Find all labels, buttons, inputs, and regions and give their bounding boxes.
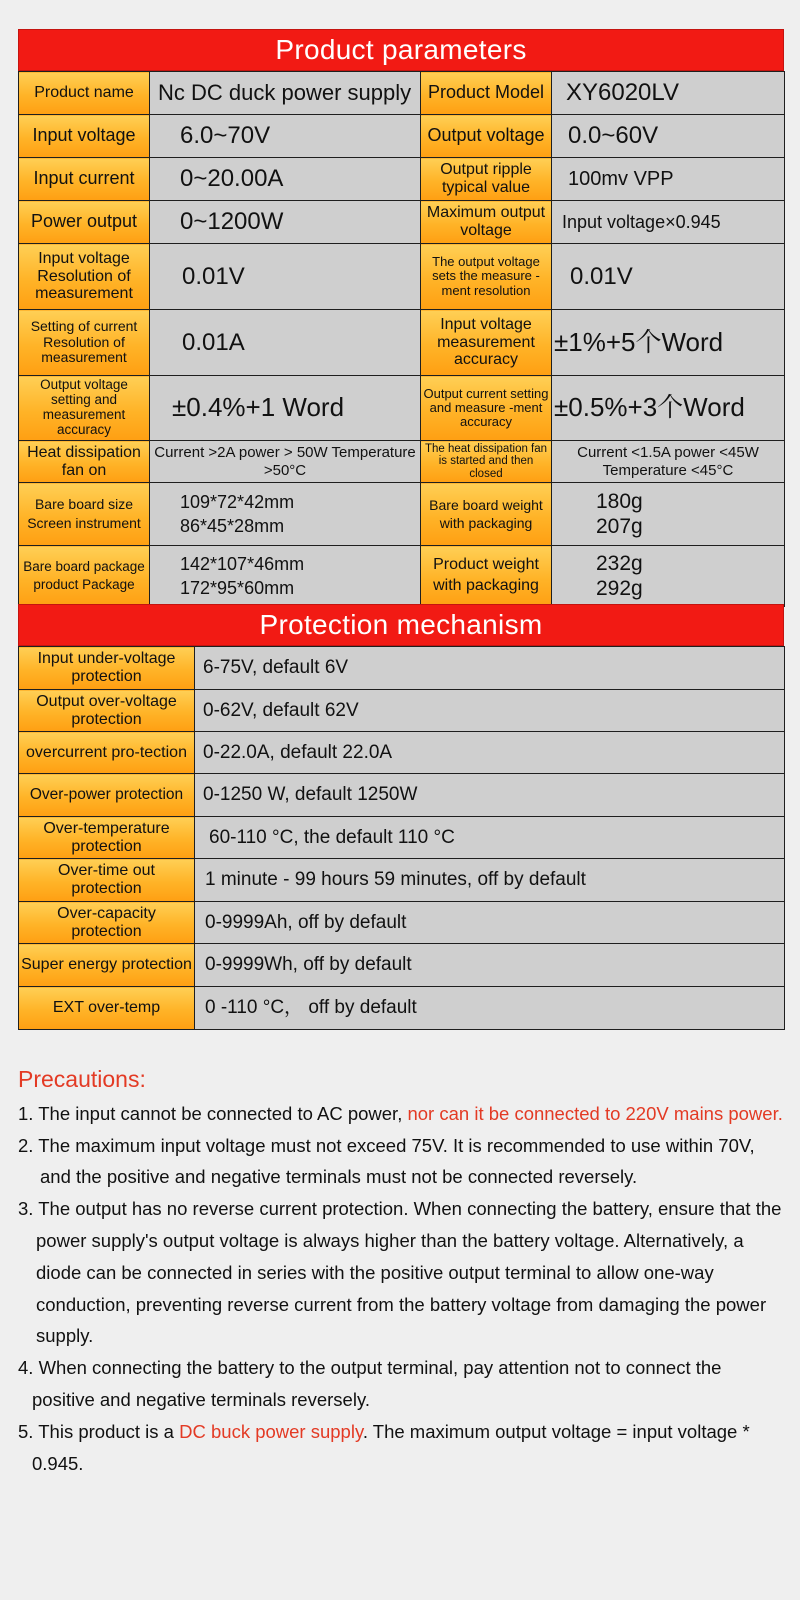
param-value: 0.01V — [552, 244, 785, 310]
precaution-highlight: nor can it be connected to 220V mains power. — [407, 1102, 783, 1124]
param-value: 232g 292g — [552, 546, 785, 607]
precaution-item — [18, 1130, 788, 1194]
param-row — [19, 546, 785, 607]
protection-title: Protection mechanism — [18, 604, 784, 646]
param-row — [19, 441, 785, 483]
protection-table — [18, 646, 785, 1030]
protection-value: 1 minute - 99 hours 59 minutes, off by default — [195, 859, 785, 902]
param-row — [19, 158, 785, 201]
param-label: Maximum output voltage — [421, 201, 552, 244]
protection-label: Output over-voltage protection — [19, 690, 195, 732]
param-value: Current >2A power > 50W Temperature >50°C — [150, 441, 421, 483]
protection-row — [19, 987, 785, 1030]
param-label: The heat dissipation fan is started and then closed — [421, 441, 552, 483]
protection-label: Super energy protection — [19, 944, 195, 987]
param-label: Output ripple typical value — [421, 158, 552, 201]
precaution-highlight: DC buck power supply — [179, 1420, 363, 1442]
param-label: Output current setting and measure -ment accuracy — [421, 376, 552, 441]
param-label: Bare board weight with packaging — [421, 483, 552, 546]
protection-row — [19, 817, 785, 859]
parameters-table — [18, 71, 785, 607]
param-value: 0~20.00A — [150, 158, 421, 201]
protection-row — [19, 902, 785, 944]
param-value: 109*72*42mm 86*45*28mm — [150, 483, 421, 546]
precaution-number: 5. — [18, 1420, 34, 1442]
param-value: Current <1.5A power <45W Temperature <45°C — [552, 441, 785, 483]
protection-value: 60-110 °C, the default 110 °C — [195, 817, 785, 859]
protection-row — [19, 647, 785, 690]
param-row — [19, 244, 785, 310]
param-value: Nc DC duck power supply — [150, 72, 421, 115]
precaution-number: 4. — [18, 1357, 34, 1379]
precaution-text: This product is a — [38, 1420, 180, 1442]
param-value: 0.0~60V — [552, 115, 785, 158]
protection-row — [19, 859, 785, 902]
protection-label: Over-capacity protection — [19, 902, 195, 944]
precaution-number: 1. — [18, 1102, 34, 1124]
parameters-title: Product parameters — [18, 29, 784, 71]
param-label: Product name — [19, 72, 150, 115]
param-value: 0.01V — [150, 244, 421, 310]
protection-value: 0-9999Ah, off by default — [195, 902, 785, 944]
param-label: Product weight with packaging — [421, 546, 552, 607]
protection-label: Over-temperature protection — [19, 817, 195, 859]
param-row — [19, 483, 785, 546]
protection-value: 0-22.0A, default 22.0A — [195, 732, 785, 774]
protection-value: 0-9999Wh, off by default — [195, 944, 785, 987]
protection-value: 0-62V, default 62V — [195, 690, 785, 732]
protection-label: Over-power protection — [19, 774, 195, 817]
param-label: Output voltage — [421, 115, 552, 158]
precaution-item — [18, 1416, 788, 1480]
protection-label: overcurrent pro-tection — [19, 732, 195, 774]
precaution-item — [18, 1098, 788, 1130]
param-label: Bare board package product Package — [19, 546, 150, 607]
precaution-text: . The maximum output voltage = input voltage * 0.945. — [32, 1420, 750, 1474]
param-row — [19, 201, 785, 244]
param-value: 100mv VPP — [552, 158, 785, 201]
precaution-text: When connecting the battery to the output terminal, pay attention not to connect the positive and negative terminals reversely. — [32, 1357, 722, 1410]
param-value: ±0.4%+1 Word — [150, 376, 421, 441]
protection-value: 6-75V, default 6V — [195, 647, 785, 690]
precautions-section — [18, 1064, 788, 1479]
param-value: 6.0~70V — [150, 115, 421, 158]
protection-row — [19, 690, 785, 732]
precaution-item — [18, 1352, 788, 1416]
param-row — [19, 72, 785, 115]
param-row — [19, 115, 785, 158]
param-value: 180g 207g — [552, 483, 785, 546]
precaution-text: The maximum input voltage must not exceed 75V. It is recommended to use within 70V, and the positive and negative terminals must not be connected reversely. — [38, 1134, 755, 1188]
precaution-text: The input cannot be connected to AC power, — [38, 1102, 408, 1124]
param-label: Power output — [19, 201, 150, 244]
param-label: The output voltage sets the measure -ment resolution — [421, 244, 552, 310]
param-value: 142*107*46mm 172*95*60mm — [150, 546, 421, 607]
protection-label: Over-time out protection — [19, 859, 195, 902]
protection-value: 0-1250 W, default 1250W — [195, 774, 785, 817]
protection-value: 0 -110 °C， off by default — [195, 987, 785, 1030]
precaution-item — [18, 1193, 788, 1352]
param-value: 0~1200W — [150, 201, 421, 244]
param-label: Input current — [19, 158, 150, 201]
precaution-number: 2. — [18, 1134, 34, 1156]
param-label: Product Model — [421, 72, 552, 115]
precaution-text: The output has no reverse current protection. When connecting the battery, ensure that the power supply's output voltage is always higher than the battery voltage. Alternatively, a diode can be connected in series with the positive output terminal to allow one-way conduction, preventing reverse current from the battery voltage from damaging the power supply. — [36, 1198, 782, 1347]
param-label: Output voltage setting and measurement accuracy — [19, 376, 150, 441]
param-label: Input voltage — [19, 115, 150, 158]
param-label: Heat dissipation fan on — [19, 441, 150, 483]
protection-label: EXT over-temp — [19, 987, 195, 1030]
param-row — [19, 310, 785, 376]
precautions-title: Precautions: — [18, 1066, 146, 1092]
param-value: Input voltage×0.945 — [552, 201, 785, 244]
param-value: ±1%+5个Word — [552, 310, 785, 376]
protection-row — [19, 774, 785, 817]
param-label: Setting of current Resolution of measurement — [19, 310, 150, 376]
protection-label: Input under-voltage protection — [19, 647, 195, 690]
param-label: Input voltage Resolution of measurement — [19, 244, 150, 310]
param-value: 0.01A — [150, 310, 421, 376]
param-row — [19, 376, 785, 441]
protection-row — [19, 732, 785, 774]
protection-row — [19, 944, 785, 987]
param-value: ±0.5%+3个Word — [552, 376, 785, 441]
precaution-number: 3. — [18, 1198, 34, 1220]
param-label: Input voltage measurement accuracy — [421, 310, 552, 376]
param-label: Bare board size Screen instrument — [19, 483, 150, 546]
param-value: XY6020LV — [552, 72, 785, 115]
